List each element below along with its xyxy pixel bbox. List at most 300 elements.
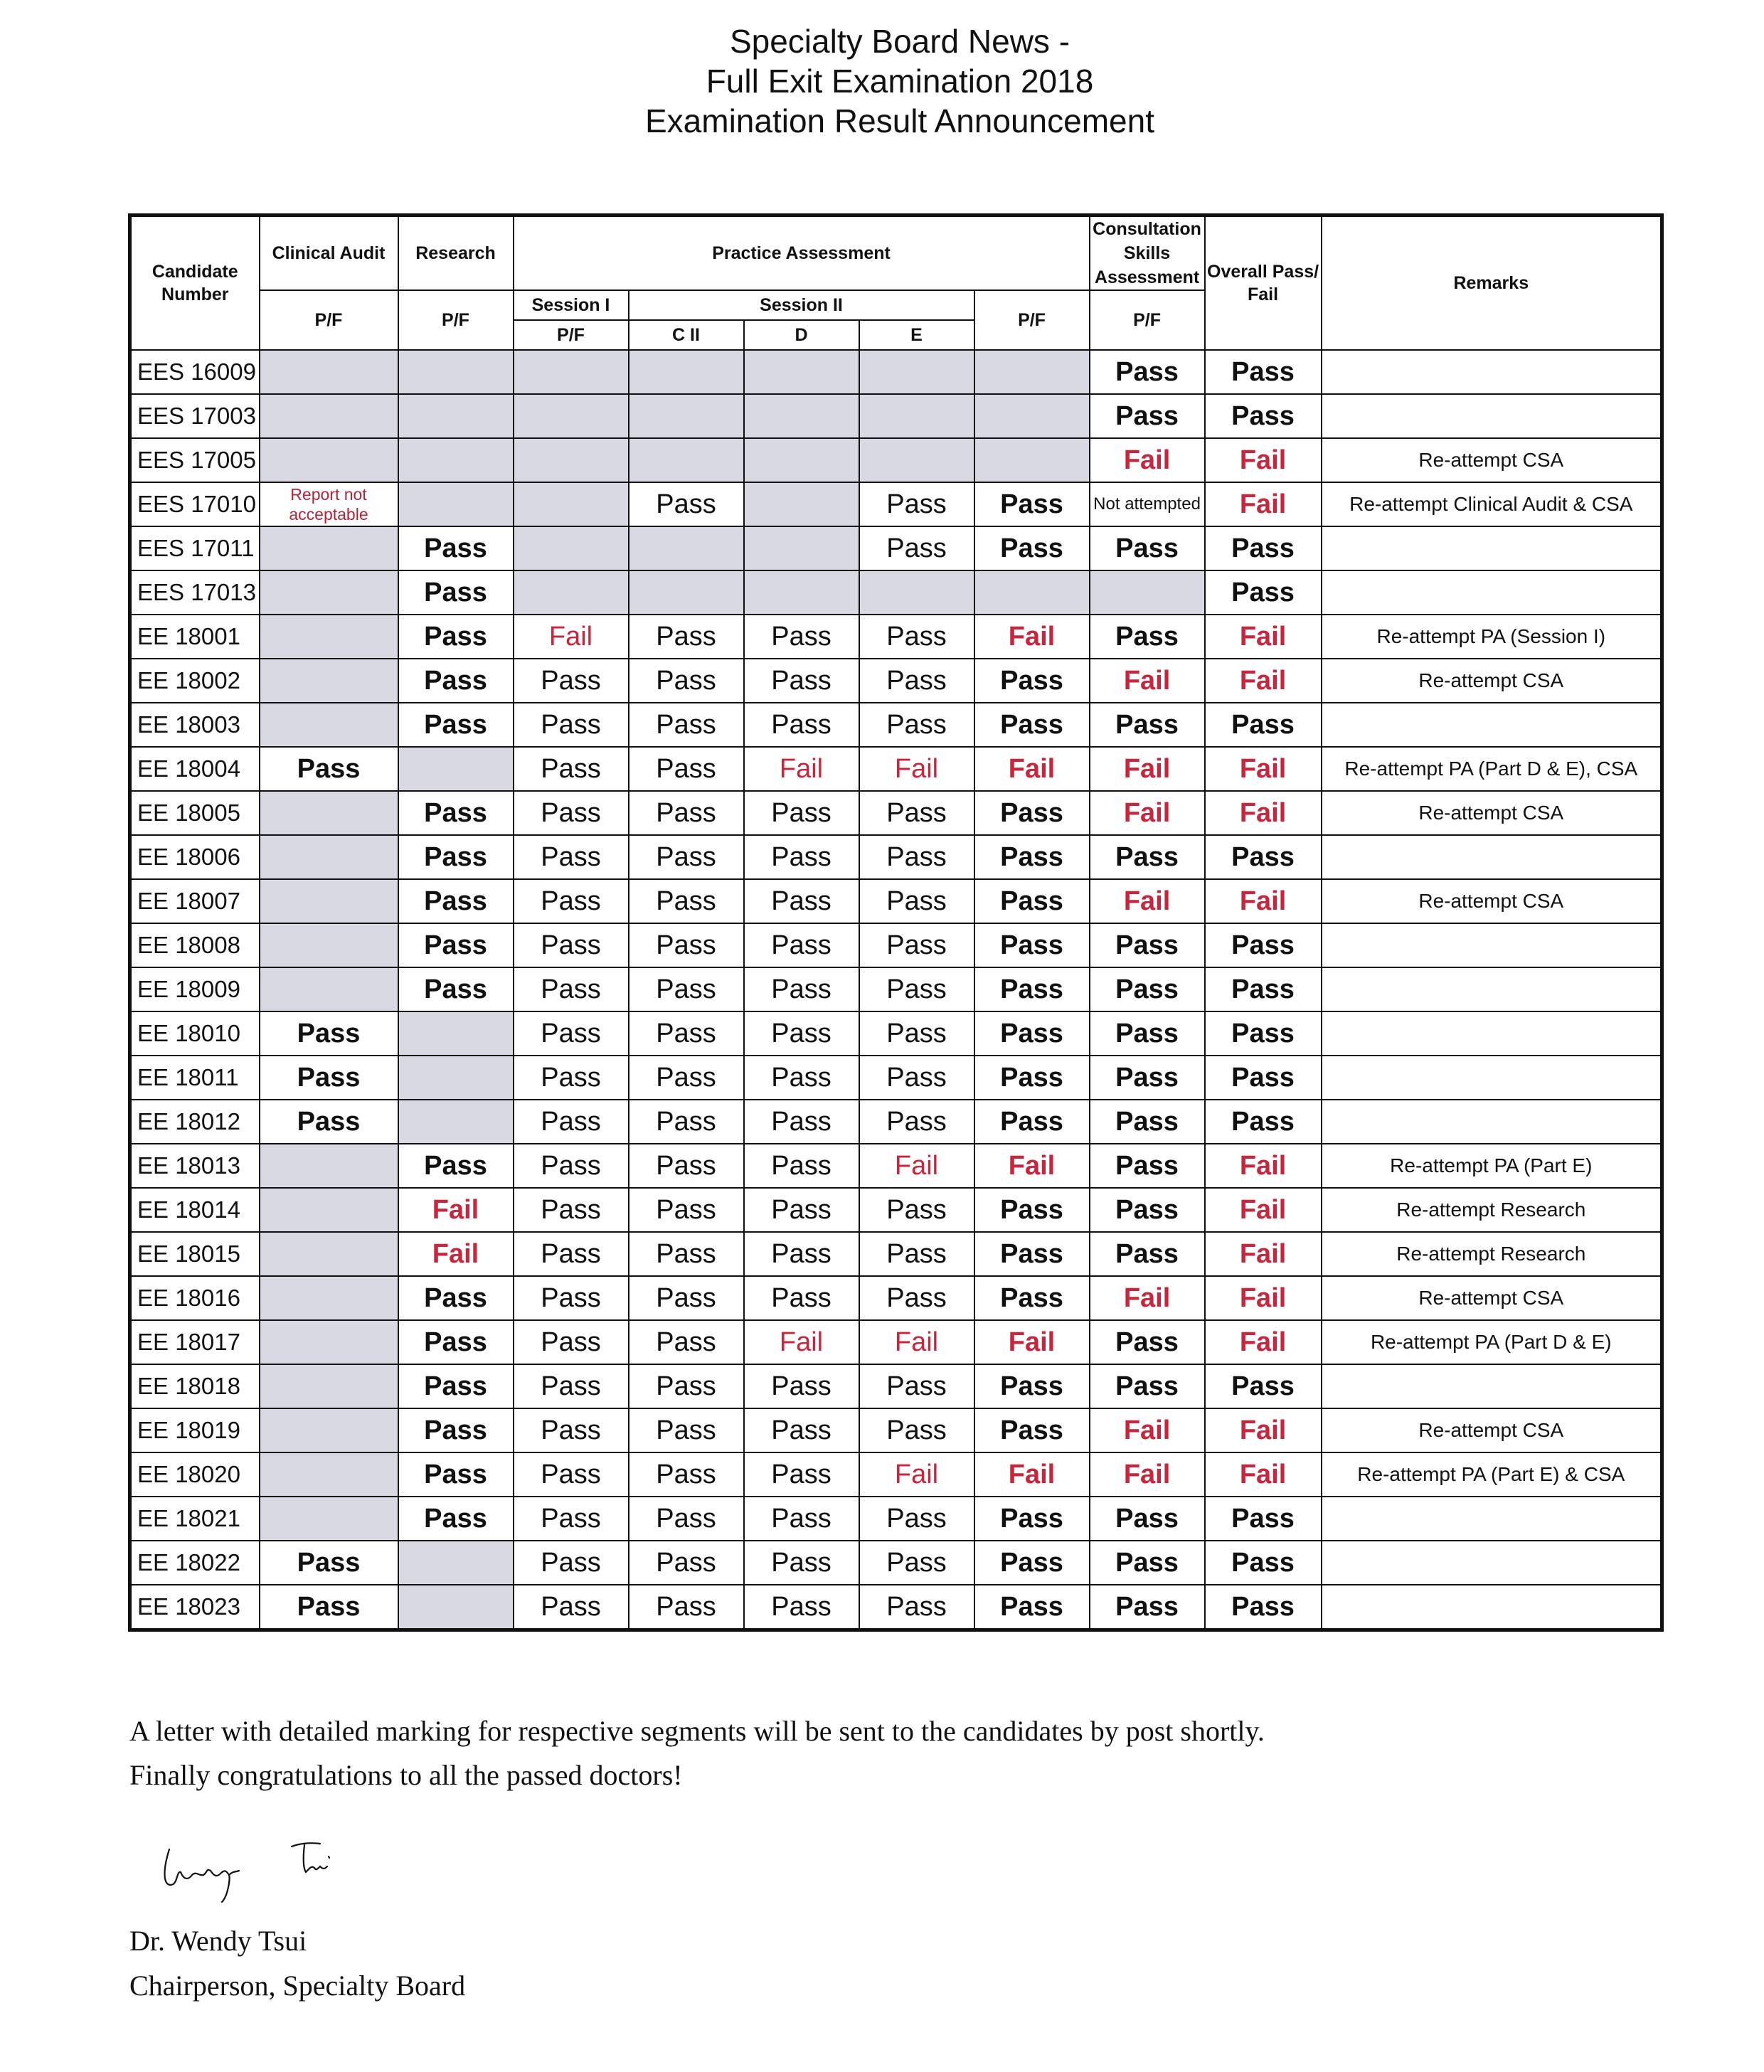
- cell-csa: Fail: [1090, 1408, 1205, 1452]
- cell-clinical-audit: [260, 791, 398, 835]
- title-line-3: Examination Result Announcement: [645, 102, 1154, 139]
- cell-csa: Pass: [1090, 1056, 1205, 1100]
- signatory-role: Chairperson, Specialty Board: [129, 1970, 466, 2002]
- cell-research: [398, 350, 514, 394]
- cell-research: Pass: [398, 659, 514, 703]
- title-line-1: Specialty Board News -: [729, 23, 1070, 60]
- cell-c2: Pass: [629, 1188, 744, 1232]
- cell-d: Pass: [744, 1541, 859, 1585]
- cell-c2: Pass: [629, 1585, 744, 1630]
- cell-overall: Fail: [1205, 482, 1322, 526]
- cell-d: Fail: [744, 1320, 859, 1364]
- cell-remarks: [1322, 1100, 1662, 1144]
- cell-pa-pf: Pass: [974, 923, 1090, 967]
- cell-d: Pass: [744, 1585, 859, 1630]
- cell-research: Pass: [398, 703, 514, 747]
- cell-c2: Pass: [629, 659, 744, 703]
- cell-d: Pass: [744, 1056, 859, 1100]
- cell-remarks: [1322, 1541, 1662, 1585]
- cell-clinical-audit: Pass: [260, 1056, 398, 1100]
- cell-overall: Pass: [1205, 923, 1322, 967]
- cell-remarks: [1322, 1585, 1662, 1630]
- cell-e: Pass: [859, 1497, 974, 1541]
- cell-pa-pf: Fail: [974, 747, 1090, 791]
- header-csa: Consultation Skills Assessment: [1090, 216, 1205, 291]
- results-body: [130, 350, 1662, 1630]
- cell-pa-pf: [974, 570, 1090, 615]
- cell-clinical-audit: Report not acceptable: [260, 482, 398, 526]
- cell-d: [744, 350, 859, 394]
- cell-e: Pass: [859, 615, 974, 659]
- cell-clinical-audit: [260, 615, 398, 659]
- cell-clinical-audit: [260, 1144, 398, 1188]
- cell-candidate-number: EE 18012: [130, 1100, 260, 1144]
- cell-d: Pass: [744, 1100, 859, 1144]
- cell-pa-pf: Pass: [974, 1585, 1090, 1630]
- cell-candidate-number: EES 17003: [130, 394, 260, 438]
- cell-c2: Pass: [629, 835, 744, 879]
- cell-e: Pass: [859, 526, 974, 570]
- cell-csa: Pass: [1090, 526, 1205, 570]
- cell-e: Fail: [859, 1452, 974, 1497]
- cell-remarks: [1322, 394, 1662, 438]
- cell-research: Pass: [398, 835, 514, 879]
- cell-csa: Pass: [1090, 835, 1205, 879]
- cell-research: Pass: [398, 791, 514, 835]
- cell-pa-pf: Fail: [974, 1144, 1090, 1188]
- cell-csa: Pass: [1090, 394, 1205, 438]
- cell-clinical-audit: Pass: [260, 1585, 398, 1630]
- cell-research: Pass: [398, 1364, 514, 1408]
- cell-overall: Pass: [1205, 394, 1322, 438]
- cell-d: [744, 482, 859, 526]
- cell-candidate-number: EE 18001: [130, 615, 260, 659]
- cell-c2: Pass: [629, 1452, 744, 1497]
- cell-csa: [1090, 570, 1205, 615]
- cell-overall: Fail: [1205, 1408, 1322, 1452]
- cell-csa: Pass: [1090, 350, 1205, 394]
- cell-pa-pf: Fail: [974, 1452, 1090, 1497]
- cell-pa-pf: Pass: [974, 703, 1090, 747]
- cell-overall: Pass: [1205, 1497, 1322, 1541]
- cell-clinical-audit: [260, 1452, 398, 1497]
- cell-session-1: Pass: [514, 1011, 629, 1056]
- cell-session-1: Pass: [514, 791, 629, 835]
- table-row: [130, 967, 1662, 1011]
- header-csa-pf: P/F: [1090, 290, 1205, 350]
- table-row: [130, 1144, 1662, 1188]
- table-row: [130, 1100, 1662, 1144]
- table-row: [130, 1408, 1662, 1452]
- cell-session-1: Pass: [514, 835, 629, 879]
- cell-remarks: Re-attempt PA (Part E) & CSA: [1322, 1452, 1662, 1497]
- cell-candidate-number: EE 18009: [130, 967, 260, 1011]
- cell-remarks: [1322, 350, 1662, 394]
- cell-c2: Pass: [629, 791, 744, 835]
- cell-candidate-number: EE 18013: [130, 1144, 260, 1188]
- cell-session-1: [514, 526, 629, 570]
- cell-c2: Pass: [629, 1320, 744, 1364]
- cell-candidate-number: EES 17010: [130, 482, 260, 526]
- cell-pa-pf: [974, 350, 1090, 394]
- table-row: [130, 350, 1662, 394]
- cell-d: Pass: [744, 703, 859, 747]
- cell-overall: Fail: [1205, 791, 1322, 835]
- cell-clinical-audit: [260, 1497, 398, 1541]
- cell-candidate-number: EES 16009: [130, 350, 260, 394]
- cell-clinical-audit: [260, 879, 398, 923]
- table-row: [130, 394, 1662, 438]
- cell-e: Pass: [859, 703, 974, 747]
- table-row: [130, 570, 1662, 615]
- cell-research: [398, 394, 514, 438]
- header-c2: C II: [629, 320, 744, 350]
- cell-c2: Pass: [629, 1232, 744, 1276]
- footer-congratulations: Finally congratulations to all the passed doctors!: [129, 1759, 683, 1791]
- header-research-pf: P/F: [398, 290, 514, 350]
- cell-remarks: Re-attempt CSA: [1322, 1276, 1662, 1320]
- cell-d: [744, 438, 859, 482]
- cell-csa: Fail: [1090, 747, 1205, 791]
- cell-remarks: Re-attempt PA (Part D & E): [1322, 1320, 1662, 1364]
- cell-session-1: [514, 570, 629, 615]
- cell-candidate-number: EE 18005: [130, 791, 260, 835]
- cell-d: Pass: [744, 1408, 859, 1452]
- header-ca-pf: P/F: [260, 290, 398, 350]
- cell-candidate-number: EE 18016: [130, 1276, 260, 1320]
- header-remarks: Remarks: [1322, 216, 1662, 351]
- cell-remarks: [1322, 1056, 1662, 1100]
- cell-c2: [629, 570, 744, 615]
- cell-pa-pf: Pass: [974, 526, 1090, 570]
- cell-csa: Pass: [1090, 703, 1205, 747]
- cell-clinical-audit: [260, 1364, 398, 1408]
- cell-research: Fail: [398, 1232, 514, 1276]
- cell-csa: Not attempted: [1090, 482, 1205, 526]
- cell-session-1: Pass: [514, 879, 629, 923]
- cell-csa: Fail: [1090, 791, 1205, 835]
- cell-overall: Pass: [1205, 1364, 1322, 1408]
- cell-remarks: [1322, 570, 1662, 615]
- cell-candidate-number: EE 18021: [130, 1497, 260, 1541]
- cell-pa-pf: Pass: [974, 791, 1090, 835]
- cell-pa-pf: Pass: [974, 1056, 1090, 1100]
- table-row: [130, 923, 1662, 967]
- cell-remarks: Re-attempt PA (Part E): [1322, 1144, 1662, 1188]
- cell-remarks: [1322, 835, 1662, 879]
- cell-pa-pf: Pass: [974, 1276, 1090, 1320]
- cell-remarks: [1322, 923, 1662, 967]
- cell-d: Pass: [744, 1452, 859, 1497]
- cell-research: [398, 1011, 514, 1056]
- cell-pa-pf: Pass: [974, 1100, 1090, 1144]
- cell-remarks: Re-attempt Research: [1322, 1188, 1662, 1232]
- cell-candidate-number: EE 18004: [130, 747, 260, 791]
- title-line-2: Full Exit Examination 2018: [706, 63, 1094, 100]
- cell-session-1: Pass: [514, 1585, 629, 1630]
- cell-csa: Fail: [1090, 1452, 1205, 1497]
- header-research: Research: [398, 216, 514, 291]
- cell-pa-pf: Pass: [974, 1364, 1090, 1408]
- cell-clinical-audit: [260, 570, 398, 615]
- cell-overall: Pass: [1205, 350, 1322, 394]
- table-row: [130, 747, 1662, 791]
- cell-pa-pf: Fail: [974, 1320, 1090, 1364]
- cell-csa: Fail: [1090, 1276, 1205, 1320]
- cell-candidate-number: EE 18014: [130, 1188, 260, 1232]
- table-row: [130, 482, 1662, 526]
- cell-pa-pf: Pass: [974, 1497, 1090, 1541]
- cell-candidate-number: EE 18015: [130, 1232, 260, 1276]
- cell-pa-pf: [974, 438, 1090, 482]
- cell-clinical-audit: [260, 1188, 398, 1232]
- cell-d: Pass: [744, 1011, 859, 1056]
- signature-image: [156, 1828, 370, 1906]
- cell-c2: Pass: [629, 482, 744, 526]
- cell-overall: Pass: [1205, 835, 1322, 879]
- cell-d: Pass: [744, 1497, 859, 1541]
- cell-e: Pass: [859, 1408, 974, 1452]
- table-row: [130, 526, 1662, 570]
- cell-e: Pass: [859, 1056, 974, 1100]
- cell-pa-pf: Pass: [974, 967, 1090, 1011]
- header-session-2: Session II: [629, 290, 974, 320]
- cell-overall: Fail: [1205, 1144, 1322, 1188]
- cell-csa: Pass: [1090, 1585, 1205, 1630]
- table-row: [130, 659, 1662, 703]
- cell-clinical-audit: Pass: [260, 1541, 398, 1585]
- cell-e: [859, 570, 974, 615]
- cell-candidate-number: EE 18006: [130, 835, 260, 879]
- cell-e: Pass: [859, 967, 974, 1011]
- cell-clinical-audit: Pass: [260, 1011, 398, 1056]
- cell-clinical-audit: [260, 659, 398, 703]
- cell-session-1: Pass: [514, 659, 629, 703]
- cell-research: [398, 1100, 514, 1144]
- cell-candidate-number: EE 18010: [130, 1011, 260, 1056]
- cell-c2: Pass: [629, 1408, 744, 1452]
- cell-c2: Pass: [629, 1144, 744, 1188]
- header-e: E: [859, 320, 974, 350]
- cell-csa: Pass: [1090, 1320, 1205, 1364]
- cell-remarks: [1322, 1497, 1662, 1541]
- cell-remarks: [1322, 967, 1662, 1011]
- cell-remarks: Re-attempt PA (Part D & E), CSA: [1322, 747, 1662, 791]
- cell-d: Pass: [744, 967, 859, 1011]
- cell-candidate-number: EE 18002: [130, 659, 260, 703]
- cell-research: [398, 1541, 514, 1585]
- cell-c2: Pass: [629, 703, 744, 747]
- cell-research: Pass: [398, 615, 514, 659]
- table-row: [130, 1232, 1662, 1276]
- cell-pa-pf: Fail: [974, 615, 1090, 659]
- cell-remarks: Re-attempt Clinical Audit & CSA: [1322, 482, 1662, 526]
- cell-research: Pass: [398, 1320, 514, 1364]
- cell-remarks: [1322, 703, 1662, 747]
- cell-session-1: Pass: [514, 1541, 629, 1585]
- cell-candidate-number: EE 18008: [130, 923, 260, 967]
- cell-d: Pass: [744, 1276, 859, 1320]
- header-overall: Overall Pass/ Fail: [1205, 216, 1322, 351]
- cell-candidate-number: EE 18007: [130, 879, 260, 923]
- cell-e: Pass: [859, 1011, 974, 1056]
- cell-remarks: Re-attempt CSA: [1322, 438, 1662, 482]
- cell-session-1: [514, 350, 629, 394]
- cell-overall: Fail: [1205, 438, 1322, 482]
- cell-e: Pass: [859, 1364, 974, 1408]
- cell-e: Pass: [859, 659, 974, 703]
- cell-csa: Pass: [1090, 1011, 1205, 1056]
- cell-d: Pass: [744, 1364, 859, 1408]
- cell-e: [859, 394, 974, 438]
- cell-c2: Pass: [629, 1100, 744, 1144]
- cell-overall: Pass: [1205, 1100, 1322, 1144]
- results-table: [128, 213, 1664, 1632]
- cell-c2: Pass: [629, 923, 744, 967]
- cell-c2: Pass: [629, 747, 744, 791]
- cell-overall: Fail: [1205, 615, 1322, 659]
- cell-research: Pass: [398, 923, 514, 967]
- table-row: [130, 1188, 1662, 1232]
- cell-research: Pass: [398, 1408, 514, 1452]
- cell-overall: Pass: [1205, 1541, 1322, 1585]
- cell-clinical-audit: [260, 1408, 398, 1452]
- cell-candidate-number: EES 17011: [130, 526, 260, 570]
- cell-session-1: Pass: [514, 1144, 629, 1188]
- header-clinical-audit: Clinical Audit: [260, 216, 398, 291]
- cell-research: Fail: [398, 1188, 514, 1232]
- cell-c2: Pass: [629, 879, 744, 923]
- cell-research: Pass: [398, 879, 514, 923]
- cell-csa: Fail: [1090, 659, 1205, 703]
- cell-clinical-audit: [260, 967, 398, 1011]
- cell-research: [398, 482, 514, 526]
- cell-c2: Pass: [629, 615, 744, 659]
- cell-research: Pass: [398, 1276, 514, 1320]
- cell-remarks: Re-attempt CSA: [1322, 659, 1662, 703]
- header-d: D: [744, 320, 859, 350]
- cell-e: Pass: [859, 835, 974, 879]
- cell-d: [744, 526, 859, 570]
- cell-pa-pf: Pass: [974, 1232, 1090, 1276]
- cell-session-1: Pass: [514, 1452, 629, 1497]
- cell-e: Pass: [859, 482, 974, 526]
- cell-c2: Pass: [629, 1364, 744, 1408]
- cell-d: Pass: [744, 835, 859, 879]
- cell-e: [859, 350, 974, 394]
- table-row: [130, 1056, 1662, 1100]
- cell-session-1: Pass: [514, 923, 629, 967]
- cell-csa: Pass: [1090, 1364, 1205, 1408]
- cell-session-1: Pass: [514, 967, 629, 1011]
- cell-c2: [629, 394, 744, 438]
- cell-clinical-audit: [260, 703, 398, 747]
- cell-candidate-number: EE 18023: [130, 1585, 260, 1630]
- cell-c2: [629, 350, 744, 394]
- cell-c2: Pass: [629, 967, 744, 1011]
- footer-letter-note: A letter with detailed marking for respective segments will be sent to the candidates by post shortly.: [129, 1715, 1265, 1747]
- table-row: [130, 879, 1662, 923]
- cell-remarks: Re-attempt CSA: [1322, 879, 1662, 923]
- header-pa-pf: P/F: [974, 290, 1090, 350]
- cell-pa-pf: Pass: [974, 482, 1090, 526]
- cell-candidate-number: EES 17005: [130, 438, 260, 482]
- table-row: [130, 1364, 1662, 1408]
- table-row: [130, 1320, 1662, 1364]
- cell-overall: Fail: [1205, 1232, 1322, 1276]
- cell-session-1: Pass: [514, 1100, 629, 1144]
- cell-csa: Pass: [1090, 1541, 1205, 1585]
- cell-csa: Pass: [1090, 1188, 1205, 1232]
- cell-session-1: Pass: [514, 1408, 629, 1452]
- cell-research: Pass: [398, 967, 514, 1011]
- cell-c2: Pass: [629, 1541, 744, 1585]
- header-session-1-pf: P/F: [514, 320, 629, 350]
- cell-session-1: Pass: [514, 1056, 629, 1100]
- cell-pa-pf: Pass: [974, 659, 1090, 703]
- table-row: [130, 438, 1662, 482]
- cell-e: Fail: [859, 747, 974, 791]
- cell-research: Pass: [398, 526, 514, 570]
- cell-clinical-audit: [260, 350, 398, 394]
- cell-pa-pf: Pass: [974, 1188, 1090, 1232]
- cell-d: Pass: [744, 879, 859, 923]
- cell-candidate-number: EE 18019: [130, 1408, 260, 1452]
- cell-e: Pass: [859, 1541, 974, 1585]
- cell-csa: Pass: [1090, 1497, 1205, 1541]
- cell-clinical-audit: [260, 438, 398, 482]
- cell-d: Pass: [744, 923, 859, 967]
- cell-clinical-audit: [260, 1276, 398, 1320]
- header-session-1: Session I: [514, 290, 629, 320]
- cell-csa: Pass: [1090, 1232, 1205, 1276]
- cell-pa-pf: Pass: [974, 879, 1090, 923]
- cell-overall: Pass: [1205, 1011, 1322, 1056]
- cell-d: Pass: [744, 615, 859, 659]
- table-row: [130, 1011, 1662, 1056]
- cell-c2: [629, 526, 744, 570]
- cell-research: Pass: [398, 1497, 514, 1541]
- cell-remarks: Re-attempt CSA: [1322, 791, 1662, 835]
- cell-clinical-audit: [260, 526, 398, 570]
- table-row: [130, 615, 1662, 659]
- table-row: [130, 1541, 1662, 1585]
- cell-research: Pass: [398, 1452, 514, 1497]
- cell-overall: Pass: [1205, 570, 1322, 615]
- cell-e: Fail: [859, 1144, 974, 1188]
- cell-csa: Pass: [1090, 1100, 1205, 1144]
- cell-research: [398, 1585, 514, 1630]
- cell-session-1: [514, 438, 629, 482]
- cell-d: Pass: [744, 659, 859, 703]
- cell-e: Pass: [859, 1585, 974, 1630]
- cell-candidate-number: EE 18020: [130, 1452, 260, 1497]
- cell-csa: Pass: [1090, 1144, 1205, 1188]
- cell-overall: Fail: [1205, 1320, 1322, 1364]
- cell-e: Pass: [859, 1100, 974, 1144]
- cell-session-1: Pass: [514, 1364, 629, 1408]
- cell-remarks: [1322, 1011, 1662, 1056]
- cell-session-1: Pass: [514, 1320, 629, 1364]
- cell-c2: Pass: [629, 1011, 744, 1056]
- cell-csa: Fail: [1090, 879, 1205, 923]
- cell-csa: Pass: [1090, 615, 1205, 659]
- cell-d: Pass: [744, 1188, 859, 1232]
- cell-clinical-audit: Pass: [260, 747, 398, 791]
- cell-csa: Fail: [1090, 438, 1205, 482]
- cell-pa-pf: Pass: [974, 1011, 1090, 1056]
- cell-c2: [629, 438, 744, 482]
